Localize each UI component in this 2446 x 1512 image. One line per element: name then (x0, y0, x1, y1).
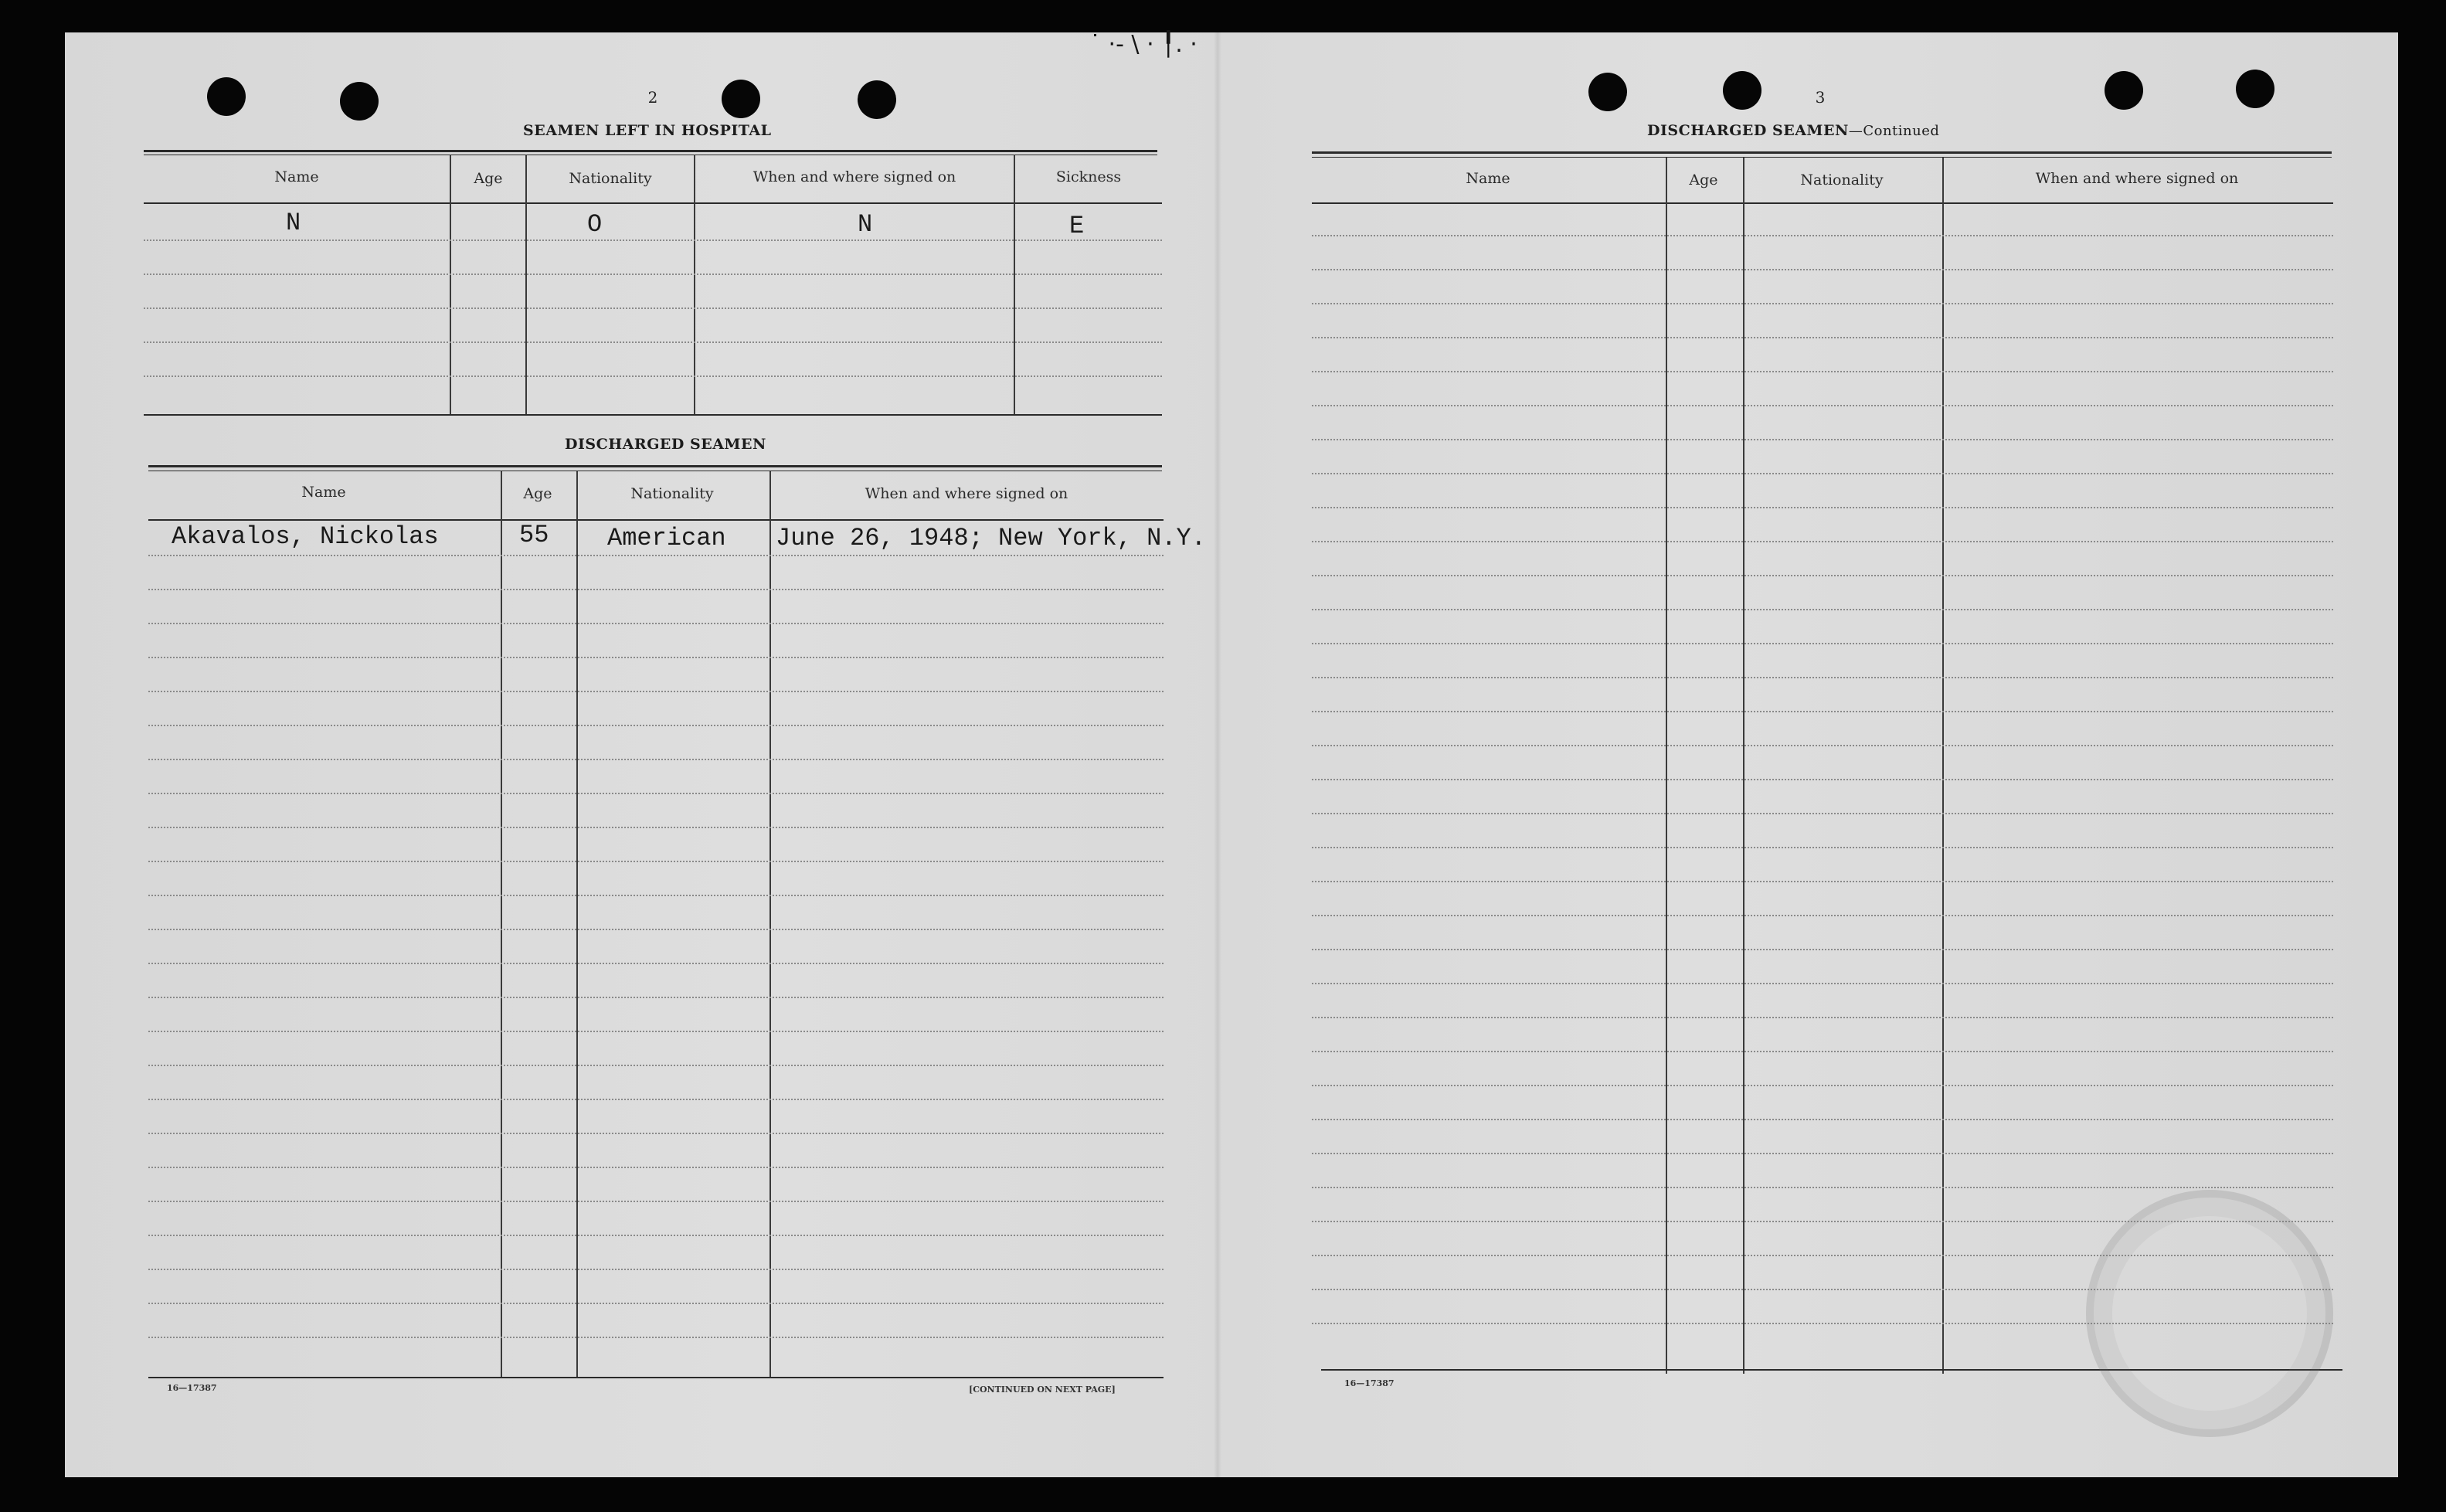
hospital-row-line (144, 274, 1162, 275)
form-row-line (1312, 949, 2333, 950)
right-section-title-main: DISCHARGED SEAMEN (1647, 122, 1849, 139)
discharged-section-title: DISCHARGED SEAMEN (565, 436, 766, 453)
form-row-line (1312, 1153, 2333, 1154)
punch-hole (207, 77, 246, 116)
center-fold (1214, 32, 1221, 1477)
form-row-line (1312, 813, 2333, 814)
hospital-col-name: Name (274, 168, 319, 185)
punch-hole (1588, 73, 1627, 111)
scan-artifacts: ˙ ·‐ \ · ╿. · (1089, 31, 1198, 58)
form-row-line (1312, 1017, 2333, 1018)
discharged-bottom-rule (148, 1377, 1164, 1378)
form-row-line (148, 895, 1164, 896)
form-row-line (148, 1133, 1164, 1134)
discharged-col-nationality: Nationality (630, 485, 714, 502)
hospital-entry-signed-on: N (858, 210, 873, 239)
hospital-entry-name: N (286, 209, 301, 237)
form-row-line (1312, 439, 2333, 440)
form-row-line (148, 929, 1164, 930)
form-row-line (1312, 269, 2333, 270)
discharged-col-name: Name (301, 484, 346, 501)
form-row-line (1312, 847, 2333, 848)
form-row-line (1312, 371, 2333, 372)
form-row-line (148, 691, 1164, 692)
form-row-line (1312, 405, 2333, 406)
form-row-line (1312, 677, 2333, 678)
form-row-line (148, 793, 1164, 794)
hospital-row-line (144, 240, 1162, 241)
faded-circular-stamp (2086, 1190, 2333, 1437)
discharged-row-nationality: American (607, 524, 726, 552)
form-row-line (148, 1031, 1164, 1032)
form-number-right: 16—17387 (1344, 1378, 1395, 1388)
form-row-line (1312, 303, 2333, 304)
form-row-line (148, 555, 1164, 556)
discharged-col-signed-on: When and where signed on (865, 485, 1068, 502)
right-col-nationality: Nationality (1800, 172, 1884, 189)
form-row-line (148, 623, 1164, 624)
form-row-line (148, 1303, 1164, 1304)
form-row-line (1312, 541, 2333, 542)
right-col-divider (1942, 158, 1944, 1374)
discharged-row-signed-on: June 26, 1948; New York, N.Y. (776, 524, 1206, 552)
form-row-line (1312, 711, 2333, 712)
hospital-entry-nationality: O (587, 210, 603, 239)
discharged-header-rule (148, 519, 1164, 521)
right-col-age: Age (1689, 172, 1718, 189)
right-section-title (1647, 122, 1939, 139)
right-top-rule-thin (1312, 157, 2332, 158)
form-row-line (1312, 643, 2333, 644)
form-row-line (148, 759, 1164, 760)
form-row-line (1312, 779, 2333, 780)
form-row-line (148, 1337, 1164, 1338)
form-row-line (1312, 881, 2333, 882)
discharged-top-rule (148, 465, 1162, 467)
form-row-line (1312, 1119, 2333, 1120)
form-row-line (1312, 983, 2333, 984)
punch-hole (340, 82, 379, 121)
form-row-line (148, 1099, 1164, 1100)
form-row-line (148, 1269, 1164, 1270)
form-row-line (148, 827, 1164, 828)
discharged-col-age: Age (523, 485, 552, 502)
hospital-bottom-rule (144, 414, 1162, 416)
form-number-left: 16—17387 (167, 1383, 217, 1393)
punch-hole (1723, 71, 1761, 110)
hospital-col-sickness: Sickness (1055, 168, 1122, 185)
form-row-line (1312, 609, 2333, 610)
form-row-line (148, 725, 1164, 726)
right-col-name: Name (1466, 170, 1510, 187)
continued-note: [CONTINUED ON NEXT PAGE] (969, 1385, 1116, 1395)
right-section-title-suffix: —Continued (1848, 123, 1940, 139)
page-number-left: 2 (647, 88, 658, 107)
form-row-line (148, 589, 1164, 590)
form-row-line (1312, 337, 2333, 338)
right-header-rule (1312, 202, 2333, 204)
right-col-divider (1743, 158, 1744, 1374)
form-row-line (148, 657, 1164, 658)
form-row-line (1312, 915, 2333, 916)
form-row-line (1312, 1085, 2333, 1086)
discharged-col-divider (769, 471, 771, 1378)
hospital-row-line (144, 341, 1162, 343)
form-row-line (148, 1167, 1164, 1168)
form-row-line (1312, 507, 2333, 508)
punch-hole (722, 80, 760, 118)
form-row-line (148, 1235, 1164, 1236)
discharged-row-name: Akavalos, Nickolas (172, 522, 439, 551)
page-number-right: 3 (1815, 88, 1826, 107)
hospital-col-age: Age (474, 170, 503, 187)
hospital-entry-sickness: E (1069, 212, 1085, 240)
punch-hole (2236, 70, 2274, 108)
form-row-line (148, 963, 1164, 964)
form-row-line (148, 1065, 1164, 1066)
form-row-line (148, 997, 1164, 998)
hospital-header-rule (144, 202, 1162, 204)
form-row-line (1312, 235, 2333, 236)
discharged-row-age: 55 (519, 521, 549, 549)
right-col-divider (1666, 158, 1667, 1374)
right-col-signed-on: When and where signed on (2035, 170, 2239, 187)
hospital-col-signed-on: When and where signed on (752, 168, 956, 185)
right-top-rule (1312, 151, 2332, 154)
form-row-line (148, 1201, 1164, 1202)
punch-hole (2105, 71, 2143, 110)
hospital-row-line (144, 307, 1162, 309)
punch-hole (858, 80, 896, 119)
discharged-col-divider (576, 471, 578, 1378)
form-row-line (1312, 1187, 2333, 1188)
hospital-row-line (144, 375, 1162, 377)
form-row-line (1312, 745, 2333, 746)
hospital-section-title: SEAMEN LEFT IN HOSPITAL (523, 122, 772, 139)
hospital-col-nationality: Nationality (569, 170, 652, 187)
form-row-line (1312, 575, 2333, 576)
form-row-line (1312, 473, 2333, 474)
form-row-line (148, 861, 1164, 862)
discharged-col-divider (501, 471, 502, 1378)
paper-sheet (65, 32, 2398, 1477)
hospital-top-rule (144, 150, 1157, 152)
form-row-line (1312, 1051, 2333, 1052)
